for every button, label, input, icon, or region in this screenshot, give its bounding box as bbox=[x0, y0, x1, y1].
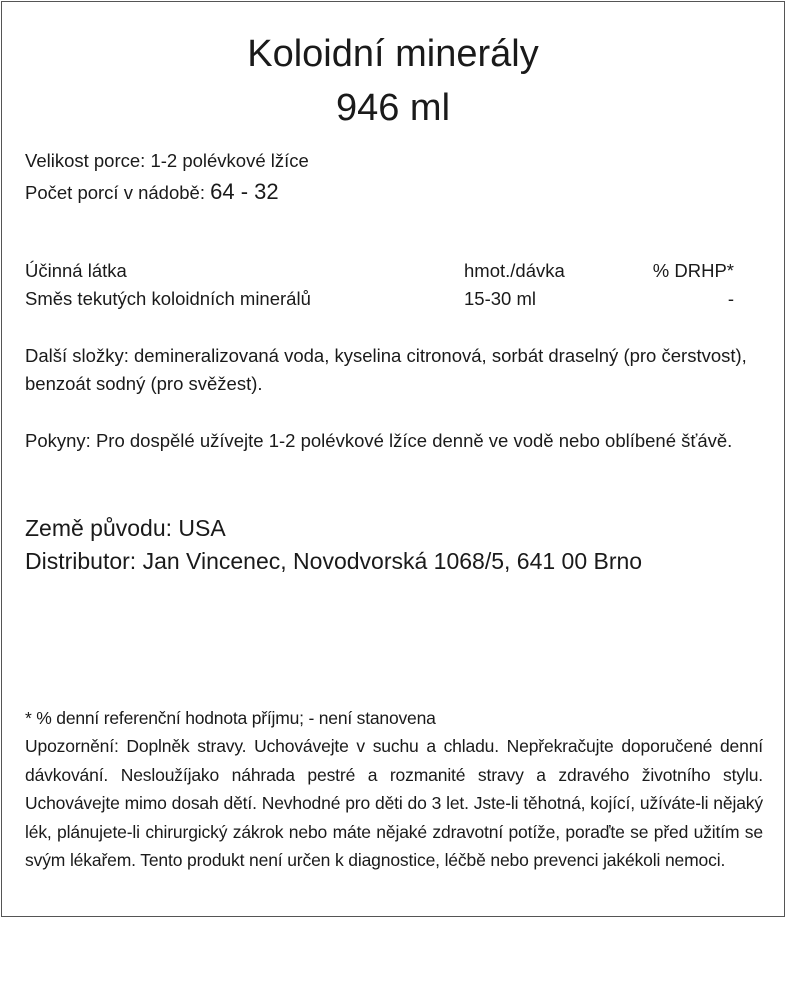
servings-per-container bbox=[25, 179, 279, 206]
product-volume: 946 ml bbox=[335, 87, 451, 129]
header-ingredient: Účinná látka bbox=[25, 260, 127, 281]
row-drhp: - bbox=[727, 288, 734, 309]
serving-size: Velikost porce: 1-2 polévkové lžíce bbox=[25, 150, 309, 171]
servings-value: 64 - 32 bbox=[210, 179, 279, 204]
distributor: Distributor: Jan Vincenec, Novodvorská 1068/5, 641 00 Brno bbox=[25, 548, 643, 574]
product-title: Koloidní minerály bbox=[247, 33, 539, 75]
product-label bbox=[1, 1, 785, 917]
instructions: Pokyny: Pro dospělé užívejte 1-2 polévkové lžíce denně ve vodě nebo oblíbené šťávě. bbox=[25, 430, 733, 451]
row-amount: 15-30 ml bbox=[464, 288, 536, 309]
row-ingredient: Směs tekutých koloidních minerálů bbox=[25, 288, 311, 309]
servings-label: Počet porcí v nádobě: bbox=[25, 182, 211, 203]
country-of-origin: Země původu: USA bbox=[25, 515, 226, 541]
other-ingredients: Další složky: demineralizovaná voda, kyselina citronová, sorbát draselný (pro čerstvost), benzoát sodný (pro svěžest). bbox=[25, 345, 747, 394]
warning-text: Upozornění: Doplněk stravy. Uchovávejte v suchu a chladu. Nepřekračujte doporučené denní dávkování. Nesloužíjako náhrada pestré a rozmanité stravy a zdravého životního stylu. Uchovávejte mimo dosah dětí. Nevhodné pro děti do 3 let. Jste-li těhotná, kojící, užíváte-li nějaký lék, plánujete-li chirurgický zákrok nebo máte nějaké zdravotní potíže, poraďte se před užitím se svým lékařem. Tento produkt není určen k diagnostice, léčbě nebo prevenci jakékoli nemoci. bbox=[25, 736, 763, 870]
header-drhp: % DRHP* bbox=[652, 260, 734, 281]
footnote: * % denní referenční hodnota příjmu; - není stanovena bbox=[25, 708, 436, 728]
header-amount: hmot./dávka bbox=[464, 260, 565, 281]
